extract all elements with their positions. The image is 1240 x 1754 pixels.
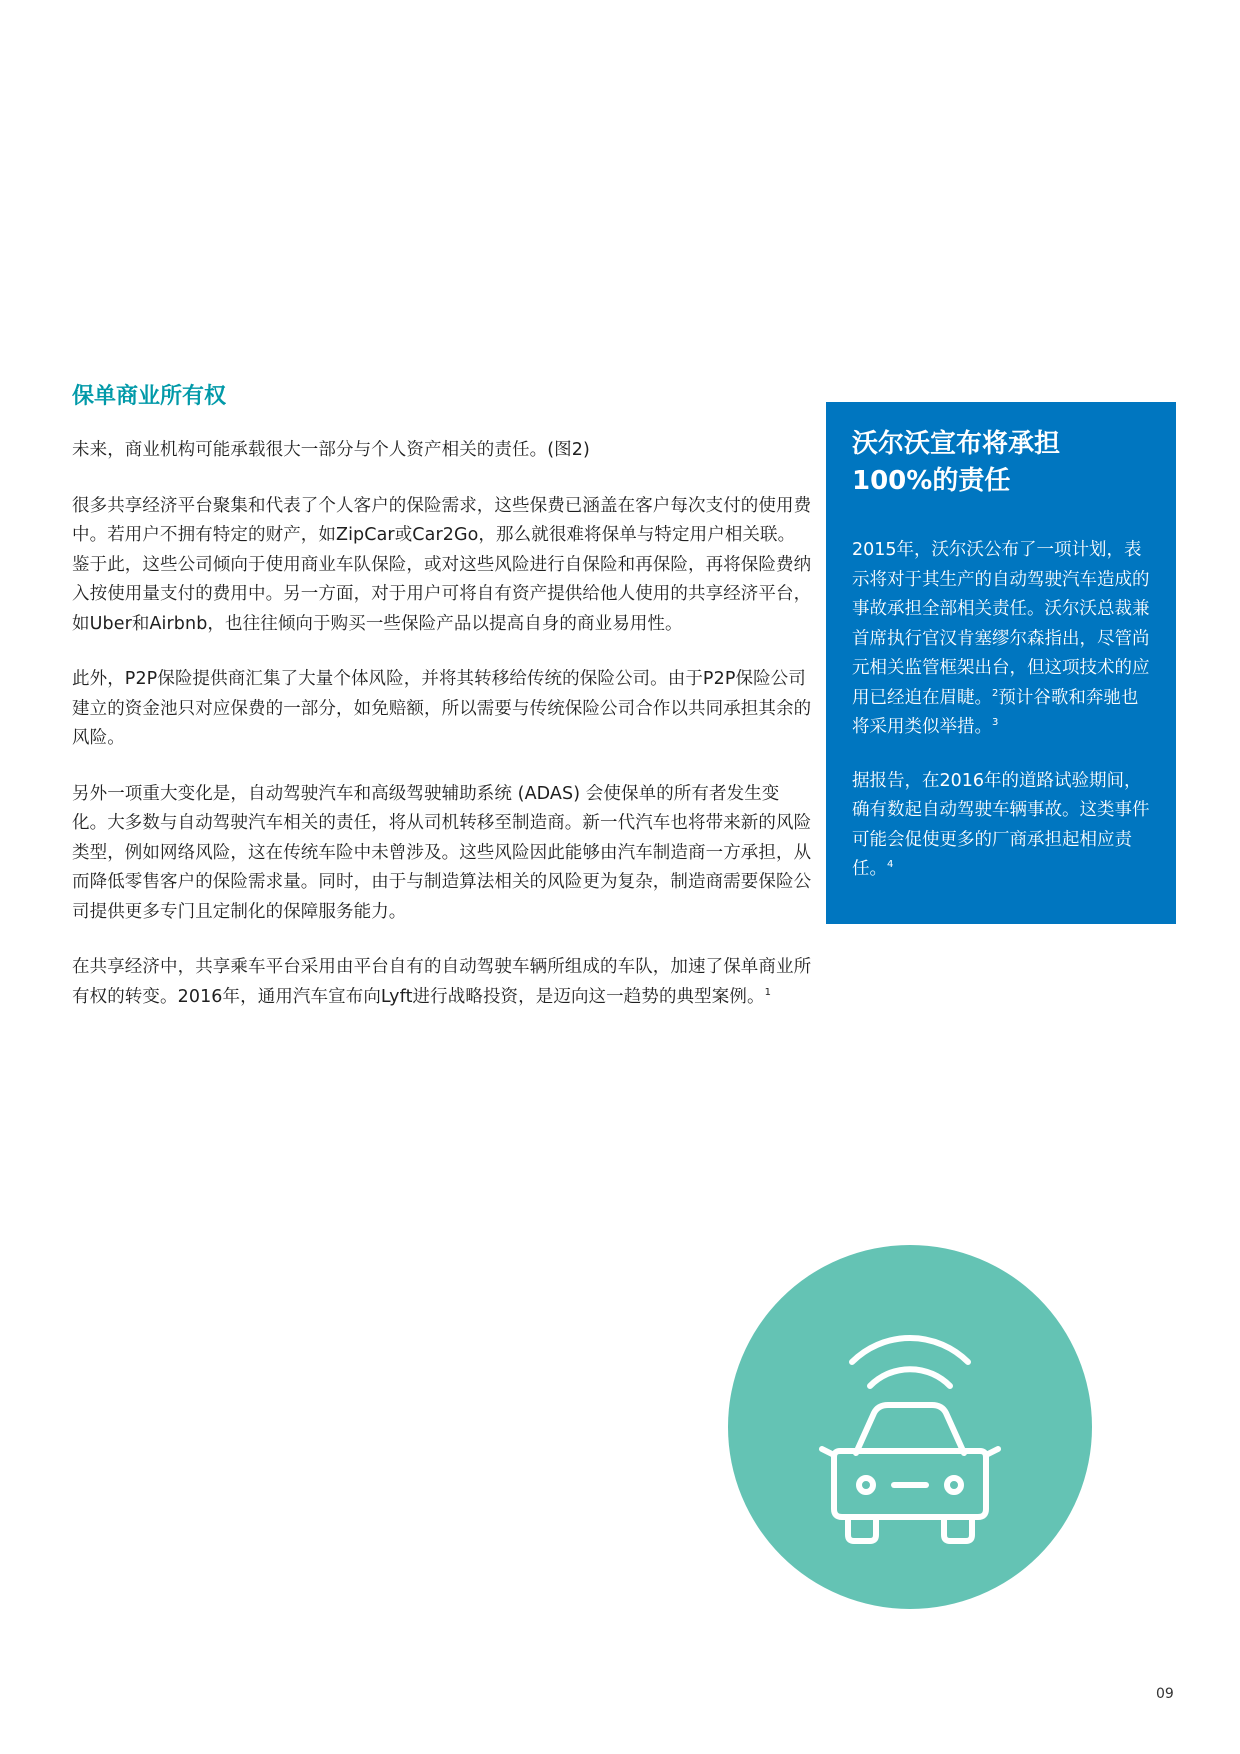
paragraph-2-text: 很多共享经济平台聚集和代表了个人客户的保险需求，这些保费已涵盖在客户每次支付的使用费中。若用户不拥有特定的财产，如ZipCar或Car2Go，那么就很难将保单与特定用户相关联。鉴于此，这些公司倾向于使用商业车队保险，或对这些风险进行自保险和再保险，再将保险费纳入按使用量支付的费用中。另一方面，对于用户可将自有资产提供给他人使用的共享经济平台，如Uber和Airbnb，也往往倾向于购买一些保险产品以提高自身的商业易用性。 (72, 495, 812, 634)
paragraph-3 (72, 665, 812, 754)
footnote-ref-3: 3 (992, 717, 999, 729)
paragraph-5-text: 在共享经济中，共享乘车平台采用由平台自有的自动驾驶车辆所组成的车队，加速了保单商业所有权的转变。2016年，通用汽车宣布向Lyft进行战略投资，是迈向这一趋势的典型案例。 (72, 957, 812, 1007)
paragraph-1-text: 未来，商业机构可能承载很大一部分与个人资产相关的责任。(图2) (72, 440, 590, 460)
paragraph-4 (72, 780, 812, 928)
paragraph-5 (72, 953, 812, 1012)
paragraph-2 (72, 492, 812, 640)
paragraph-1 (72, 436, 812, 466)
paragraph-4-text: 另外一项重大变化是，自动驾驶汽车和高级驾驶辅助系统 (ADAS) 会使保单的所有者发生变化。大多数与自动驾驶汽车相关的责任，将从司机转移至制造商。新一代汽车也将带来新的风险类型，例如网络风险，这在传统车险中未曾涉及。这些风险因此能够由汽车制造商一方承担，从而降低零售客户的保险需求量。同时，由于与制造算法相关的风险更为复杂，制造商需要保险公司提供更多专门且定制化的保障服务能力。 (72, 783, 812, 922)
section-heading: 保单商业所有权 (72, 384, 227, 409)
connected-car-icon (728, 1245, 1092, 1609)
sidebar-paragraph-1-text-b: 预计谷歌和奔驰也将采用类似举措。 (852, 687, 1139, 737)
main-article (72, 380, 812, 1038)
footnote-ref-2: 2 (992, 687, 999, 699)
sidebar-paragraph-2 (852, 767, 1150, 885)
sidebar-paragraph-1 (852, 536, 1150, 743)
volvo-sidebar (826, 402, 1176, 924)
illustration-circle (728, 1245, 1092, 1609)
sidebar-title-line-2: 100%的责任 (852, 466, 1011, 496)
sidebar-title (852, 426, 1150, 500)
paragraph-3-text: 此外，P2P保险提供商汇集了大量个体风险，并将其转移给传统的保险公司。由于P2P保险公司建立的资金池只对应保费的一部分，如免赔额，所以需要与传统保险公司合作以共同承担其余的风险。 (72, 669, 812, 748)
footnote-ref-4: 4 (887, 859, 894, 871)
footnote-ref-1: 1 (764, 986, 772, 998)
page-number: 09 (1156, 1686, 1174, 1702)
sidebar-paragraph-1-text-a: 2015年，沃尔沃公布了一项计划，表示将对于其生产的自动驾驶汽车造成的事故承担全部相关责任。沃尔沃总裁兼首席执行官汉肯塞缪尔森指出，尽管尚元相关监管框架出台，但这项技术的应用已经迫在眉睫。 (852, 540, 1150, 708)
sidebar-title-line-1: 沃尔沃宣布将承担 (852, 429, 1061, 459)
sidebar-paragraph-2-text: 据报告，在2016年的道路试验期间，确有数起自动驾驶车辆事故。这类事件可能会促使更多的厂商承担起相应责任。 (852, 770, 1150, 879)
